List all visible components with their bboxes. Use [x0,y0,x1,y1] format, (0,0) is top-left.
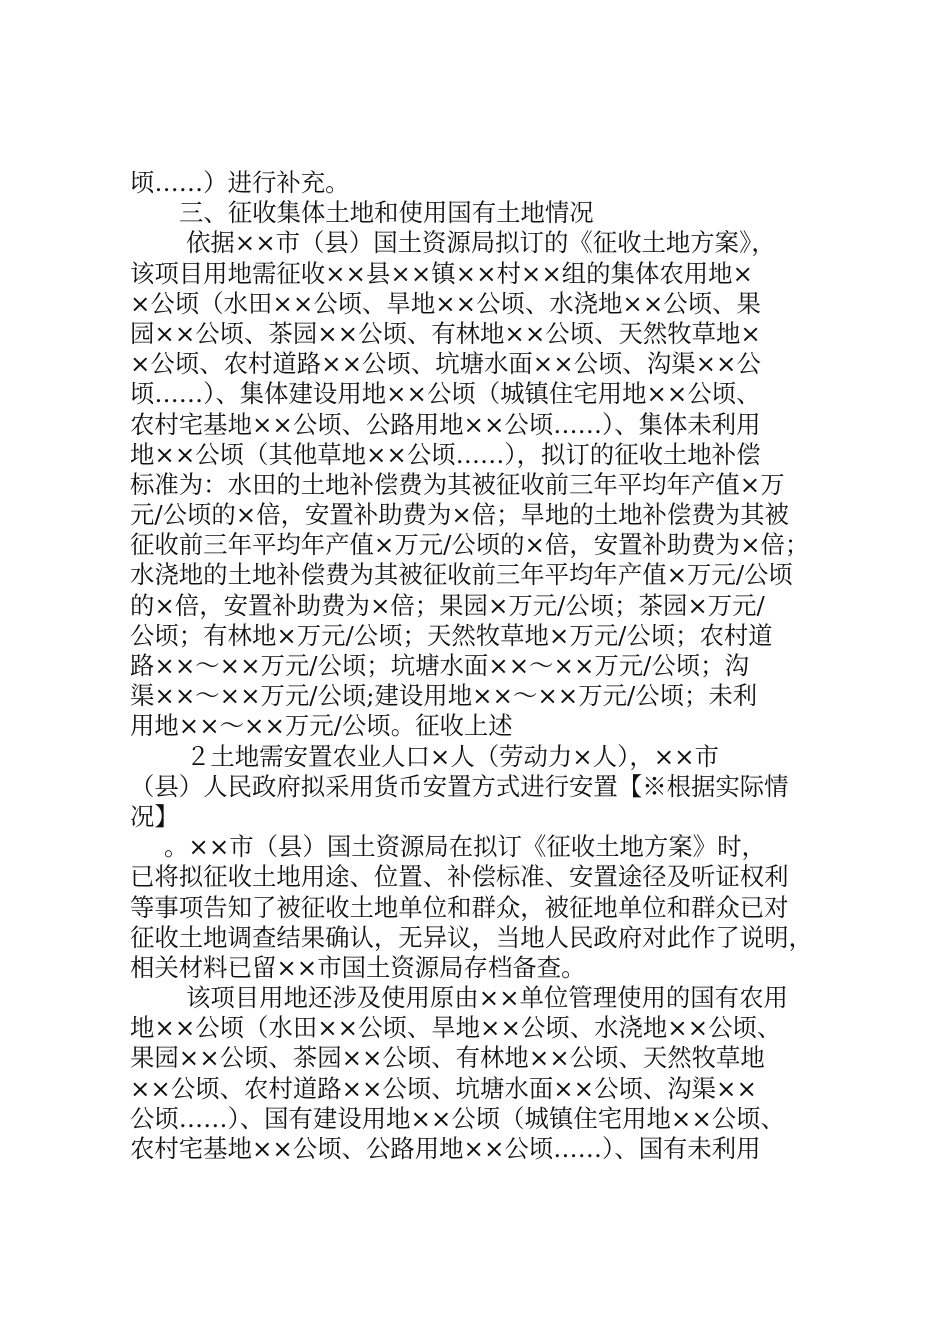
paragraph-start: 。××市（县）国土资源局在拟订《征收土地方案》时， [164,832,766,862]
text-line: 标准为：水田的土地补偿费为其被征收前三年平均年产值×万 [130,469,785,499]
text-line: 的×倍，安置补助费为×倍；果园×万元/公顷；茶园×万元/ [130,590,765,620]
text-line: 征收土地调查结果确认，无异议，当地人民政府对此作了说明， [130,922,813,952]
text-line: 已将拟征收土地用途、位置、补偿标准、安置途径及听证权利 [130,862,789,892]
text-line: 用地××～××万元/公顷。征收上述 [130,711,513,741]
text-line: 农村宅基地××公顷、公路用地××公顷……）、国有未利用 [130,1134,761,1163]
text-line: 渠××～××万元/公顷;建设用地××～××万元/公顷；未利 [130,681,758,711]
text-line: 顷……）、集体建设用地××公顷（城镇住宅用地××公顷、 [130,379,761,409]
text-line: 公顷；有林地×万元/公顷；天然牧草地×万元/公顷；农村道 [130,620,773,650]
text-line: 况】 [130,801,179,831]
text-line: 地××公顷（水田××公顷、旱地××公顷、水浇地××公顷、 [130,1013,782,1043]
text-line: 公顷……）、国有建设用地××公顷（城镇住宅用地××公顷、 [130,1103,785,1133]
text-line: ×公顷、农村道路××公顷、坑塘水面××公顷、沟渠××公 [130,349,761,379]
text-line: （县）人民政府拟采用货币安置方式进行安置【※根据实际情 [130,771,789,801]
text-line: 果园××公顷、茶园××公顷、有林地××公顷、天然牧草地 [130,1043,765,1073]
paragraph-start: 该项目用地还涉及使用原由××单位管理使用的国有农用 [186,983,788,1013]
paragraph-start: ２土地需安置农业人口×人（劳动力×人），××市 [186,741,719,771]
document-body [130,168,830,1164]
text-line: 水浇地的土地补偿费为其被征收前三年平均年产值×万元/公顷 [130,560,793,590]
text-line: 相关材料已留××市国土资源局存档备查。 [130,952,586,982]
text-line: 征收前三年平均年产值×万元/公顷的×倍，安置补助费为×倍； [130,530,810,560]
text-line: 元/公顷的×倍，安置补助费为×倍；旱地的土地补偿费为其被 [130,500,789,530]
text-line: 该项目用地需征收××县××镇××村××组的集体农用地× [130,258,753,288]
text-line: 顷……）进行补充。 [130,168,350,197]
paragraph-start: 依据××市（县）国土资源局拟订的《征收土地方案》， [186,228,776,258]
text-line: 农村宅基地××公顷、公路用地××公顷……）、集体未利用 [130,409,761,439]
text-line: 等事项告知了被征收土地单位和群众，被征地单位和群众已对 [130,892,789,922]
text-line: 地××公顷（其他草地××公顷……），拟订的征收土地补偿 [130,439,761,469]
section-heading: 三、征收集体土地和使用国有土地情况 [179,198,594,228]
text-line: ××公顷、农村道路××公顷、坑塘水面××公顷、沟渠×× [130,1073,757,1103]
text-line: 园××公顷、茶园××公顷、有林地××公顷、天然牧草地× [130,318,761,348]
text-line: 路××～××万元/公顷；坑塘水面××～××万元/公顷；沟 [130,651,749,680]
text-line: ×公顷（水田××公顷、旱地××公顷、水浇地××公顷、果 [130,288,761,318]
